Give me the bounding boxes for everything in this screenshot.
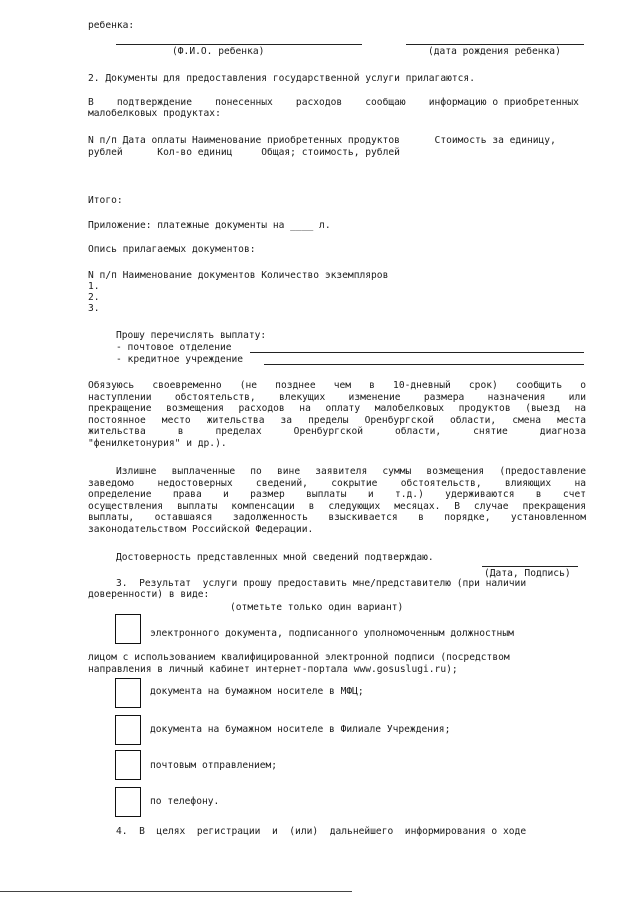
products-header-line-1: N п/п Дата оплаты Наименование приобретенных продуктов Стоимость за единицу, xyxy=(88,135,556,146)
item-3-line-2: доверенности) в виде: xyxy=(88,589,210,600)
option-postal-label: почтовым отправлением; xyxy=(150,760,278,771)
reliability-statement: Достоверность представленных мной сведений подтверждаю. xyxy=(116,552,434,563)
option-paper-branch-label: документа на бумажном носителе в Филиале Учреждения; xyxy=(150,724,451,735)
excess-line: Излишне выплаченные по вине заявителя суммы возмещения (предоставление xyxy=(116,466,586,477)
checkbox-postal[interactable] xyxy=(115,750,141,780)
choose-one-note: (отметьте только один вариант) xyxy=(230,602,404,613)
item-2-text: 2. Документы для предоставления государственной услуги прилагаются. xyxy=(88,73,475,84)
attachment-text: Приложение: платежные документы на ____ л. xyxy=(88,220,331,231)
obligation-line: Обязуюсь своевременно (не позднее чем в 10-дневный срок) сообщить о xyxy=(88,380,586,391)
doc-row-2: 2. xyxy=(88,292,100,303)
option-phone-label: по телефону. xyxy=(150,796,220,807)
products-header-line-2: рублей Кол-во единиц Общая; стоимость, рублей xyxy=(88,147,400,158)
excess-line: заведомо недостоверных сведений, сокрытие обстоятельств, влияющих на xyxy=(88,477,586,489)
total-label: Итого: xyxy=(88,195,123,206)
docs-table-header: N п/п Наименование документов Количество экземпляров xyxy=(88,270,389,281)
obligation-line: прекращение возмещения расходов на оплату малобелковых продуктов (выезд на xyxy=(88,403,586,414)
item-3-line-1: 3. Результат услуги прошу предоставить мне/представителю (при наличии xyxy=(116,578,527,589)
confirm-line-2: малобелковых продуктах: xyxy=(88,108,221,119)
option-electronic-cont-2: направления в личный кабинет интернет-портала www.gosuslugi.ru); xyxy=(88,664,458,675)
date-signature-caption: (Дата, Подпись) xyxy=(484,568,571,579)
obligation-line: наступлении обстоятельств, влекущих изменение размера назначения или xyxy=(88,391,586,403)
obligation-line: "фенилкетонурия" и др.). xyxy=(88,437,227,449)
checkbox-electronic[interactable] xyxy=(115,614,141,644)
inventory-title: Опись прилагаемых документов: xyxy=(88,244,256,255)
option-paper-mfc-label: документа на бумажном носителе в МФЦ; xyxy=(150,686,364,697)
child-label: ребенка: xyxy=(88,20,135,31)
post-office-label: - почтовое отделение xyxy=(116,342,232,353)
date-signature-line[interactable] xyxy=(482,566,578,567)
confirm-line-1: В подтверждение понесенных расходов сообщаю информацию о приобретенных xyxy=(88,97,579,108)
option-electronic-cont-1: лицом с использованием квалифицированной электронной подписи (посредством xyxy=(88,652,510,663)
excess-line: выплаты, оставшаяся задолженность взыскивается в порядке, установленном xyxy=(88,512,586,523)
footer-rule xyxy=(0,891,352,892)
payment-title: Прошу перечислять выплату: xyxy=(116,330,267,341)
checkbox-phone[interactable] xyxy=(115,787,141,817)
item-4-text: 4. В целях регистрации и (или) дальнейшего информирования о ходе xyxy=(116,826,527,837)
obligation-paragraph xyxy=(88,380,586,449)
child-name-line xyxy=(116,44,362,45)
birth-date-caption: (дата рождения ребенка) xyxy=(428,46,561,57)
doc-row-1: 1. xyxy=(88,281,100,292)
post-office-field[interactable] xyxy=(250,352,584,353)
checkbox-paper-mfc[interactable] xyxy=(115,678,141,708)
checkbox-paper-branch[interactable] xyxy=(115,715,141,745)
obligation-line: постоянное место жительства за пределы Оренбургской области, смена места xyxy=(88,414,586,426)
credit-institution-label: - кредитное учреждение xyxy=(116,354,244,365)
excess-paragraph xyxy=(88,466,586,535)
child-name-caption: (Ф.И.О. ребенка) xyxy=(172,46,265,57)
obligation-line: жительства в пределах Оренбургской области, снятие диагноза xyxy=(88,426,586,437)
excess-line: законодательством Российской Федерации. xyxy=(88,523,314,535)
doc-row-3: 3. xyxy=(88,303,100,314)
excess-line: осуществления выплаты компенсации в следующих месяцах. В случае прекращения xyxy=(88,500,586,512)
option-electronic-label: электронного документа, подписанного уполномоченным должностным xyxy=(150,628,514,639)
excess-line: определение права и размер выплаты и т.д.) удерживаются в счет xyxy=(88,489,586,500)
birth-date-line xyxy=(406,44,584,45)
credit-institution-field[interactable] xyxy=(264,364,584,365)
